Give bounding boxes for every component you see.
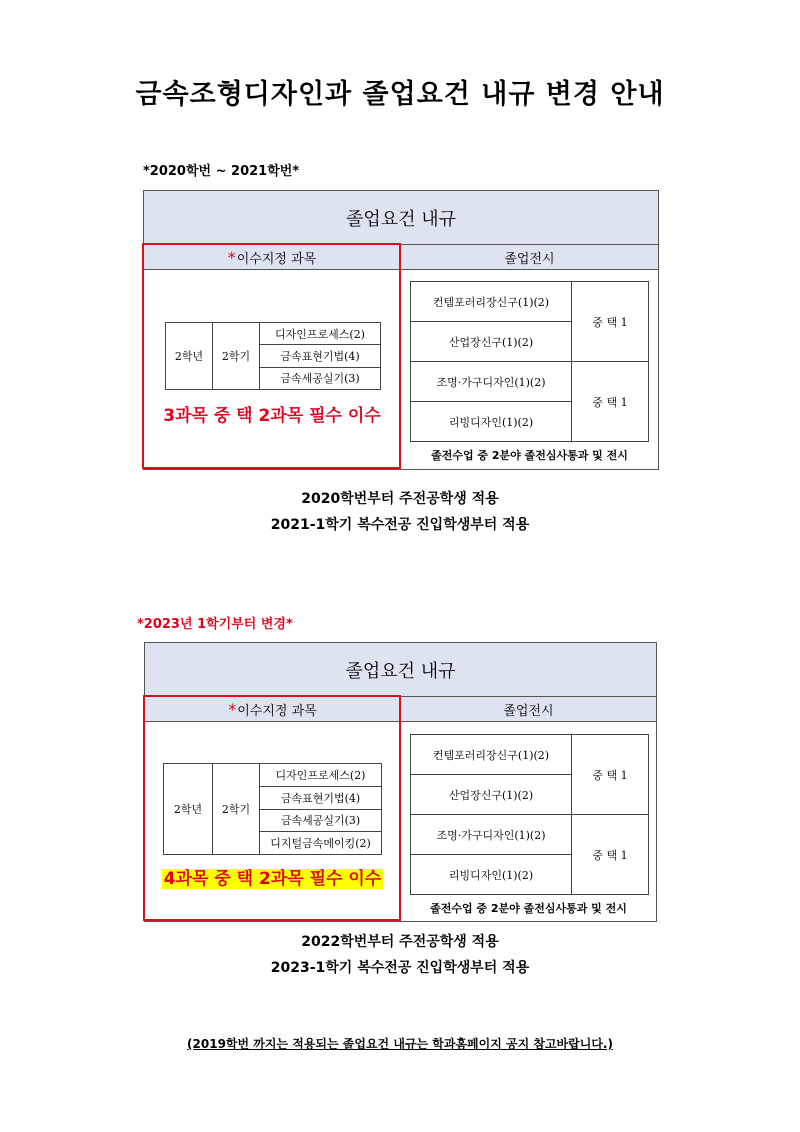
required-star: * [227, 247, 236, 267]
section-2-highlight-frame [143, 695, 401, 921]
choice-cell: 중 택 1 [572, 362, 649, 442]
section-2-label: *2023년 1학기부터 변경* [137, 617, 293, 632]
section-2-rule: 4과목 중 택 2과목 필수 이수 [163, 869, 382, 889]
apply-line: 2022학번부터 주전공학생 적용 [301, 934, 499, 950]
exhibit-course-cell: 조명·가구디자인(1)(2) [411, 362, 572, 402]
page-title: 금속조형디자인과 졸업요건 내규 변경 안내 [135, 79, 665, 110]
apply-line: 2020학번부터 주전공학생 적용 [301, 491, 499, 507]
section-1-table-title: 졸업요건 내규 [144, 191, 658, 245]
exhibit-course-cell: 산업장신구(1)(2) [411, 322, 572, 362]
section-2-table-title: 졸업요건 내규 [145, 643, 656, 697]
semester-cell: 2학기 [213, 764, 260, 855]
choice-cell: 중 택 1 [572, 735, 649, 815]
exhibit-course-cell: 리빙디자인(1)(2) [411, 402, 572, 442]
footer-text: (2019학번 까지는 적용되는 졸업요건 내규는 학과홈페이지 공지 참고바랍니다.) [187, 1037, 613, 1051]
section-1-rule: 3과목 중 택 2과목 필수 이수 [163, 406, 381, 426]
year-cell: 2학년 [164, 764, 213, 855]
section-1-label: *2020학번 ~ 2021학번* [143, 164, 300, 179]
section-1-exhibit-header: 졸업전시 [401, 245, 658, 270]
choice-cell: 중 택 1 [572, 282, 649, 362]
designated-header-label: 이수지정 과목 [237, 703, 317, 719]
apply-line: 2023-1학기 복수전공 진입학생부터 적용 [270, 960, 530, 976]
year-cell: 2학년 [166, 323, 213, 390]
exhibit-course-cell: 조명·가구디자인(1)(2) [411, 815, 572, 855]
exhibit-course-cell: 컨템포러리장신구(1)(2) [411, 735, 572, 775]
section-1-highlight-frame [142, 243, 401, 469]
course-cell: 디자인프로세스(2) [260, 764, 382, 787]
exhibit-course-cell: 컨템포러리장신구(1)(2) [411, 282, 572, 322]
section-2-apply [0, 929, 800, 981]
course-cell: 디지털금속메이킹(2) [260, 832, 382, 855]
choice-cell: 중 택 1 [572, 815, 649, 895]
section-2-exhibit-header: 졸업전시 [401, 697, 656, 722]
designated-header-label: 이수지정 과목 [236, 251, 317, 267]
course-cell: 금속세공실기(3) [260, 809, 382, 832]
course-cell: 디자인프로세스(2) [260, 323, 381, 345]
exhibit-course-cell: 리빙디자인(1)(2) [411, 855, 572, 895]
exhibit-course-cell: 산업장신구(1)(2) [411, 775, 572, 815]
course-cell: 금속표현기법(4) [260, 345, 381, 367]
section-2-exhibit-table [410, 734, 649, 895]
required-star: * [228, 699, 237, 719]
course-cell: 금속세공실기(3) [260, 367, 381, 389]
semester-cell: 2학기 [213, 323, 260, 390]
course-cell: 금속표현기법(4) [260, 786, 382, 809]
section-1-exhibit-note: 졸전수업 중 2분야 졸전심사통과 및 전시 [431, 449, 628, 462]
footer-note [0, 1035, 800, 1052]
apply-line: 2021-1학기 복수전공 진입학생부터 적용 [270, 517, 530, 533]
section-1-exhibit-table [410, 281, 649, 442]
section-2-exhibit-note: 졸전수업 중 2분야 졸전심사통과 및 전시 [430, 902, 627, 915]
section-1-apply [0, 486, 800, 538]
